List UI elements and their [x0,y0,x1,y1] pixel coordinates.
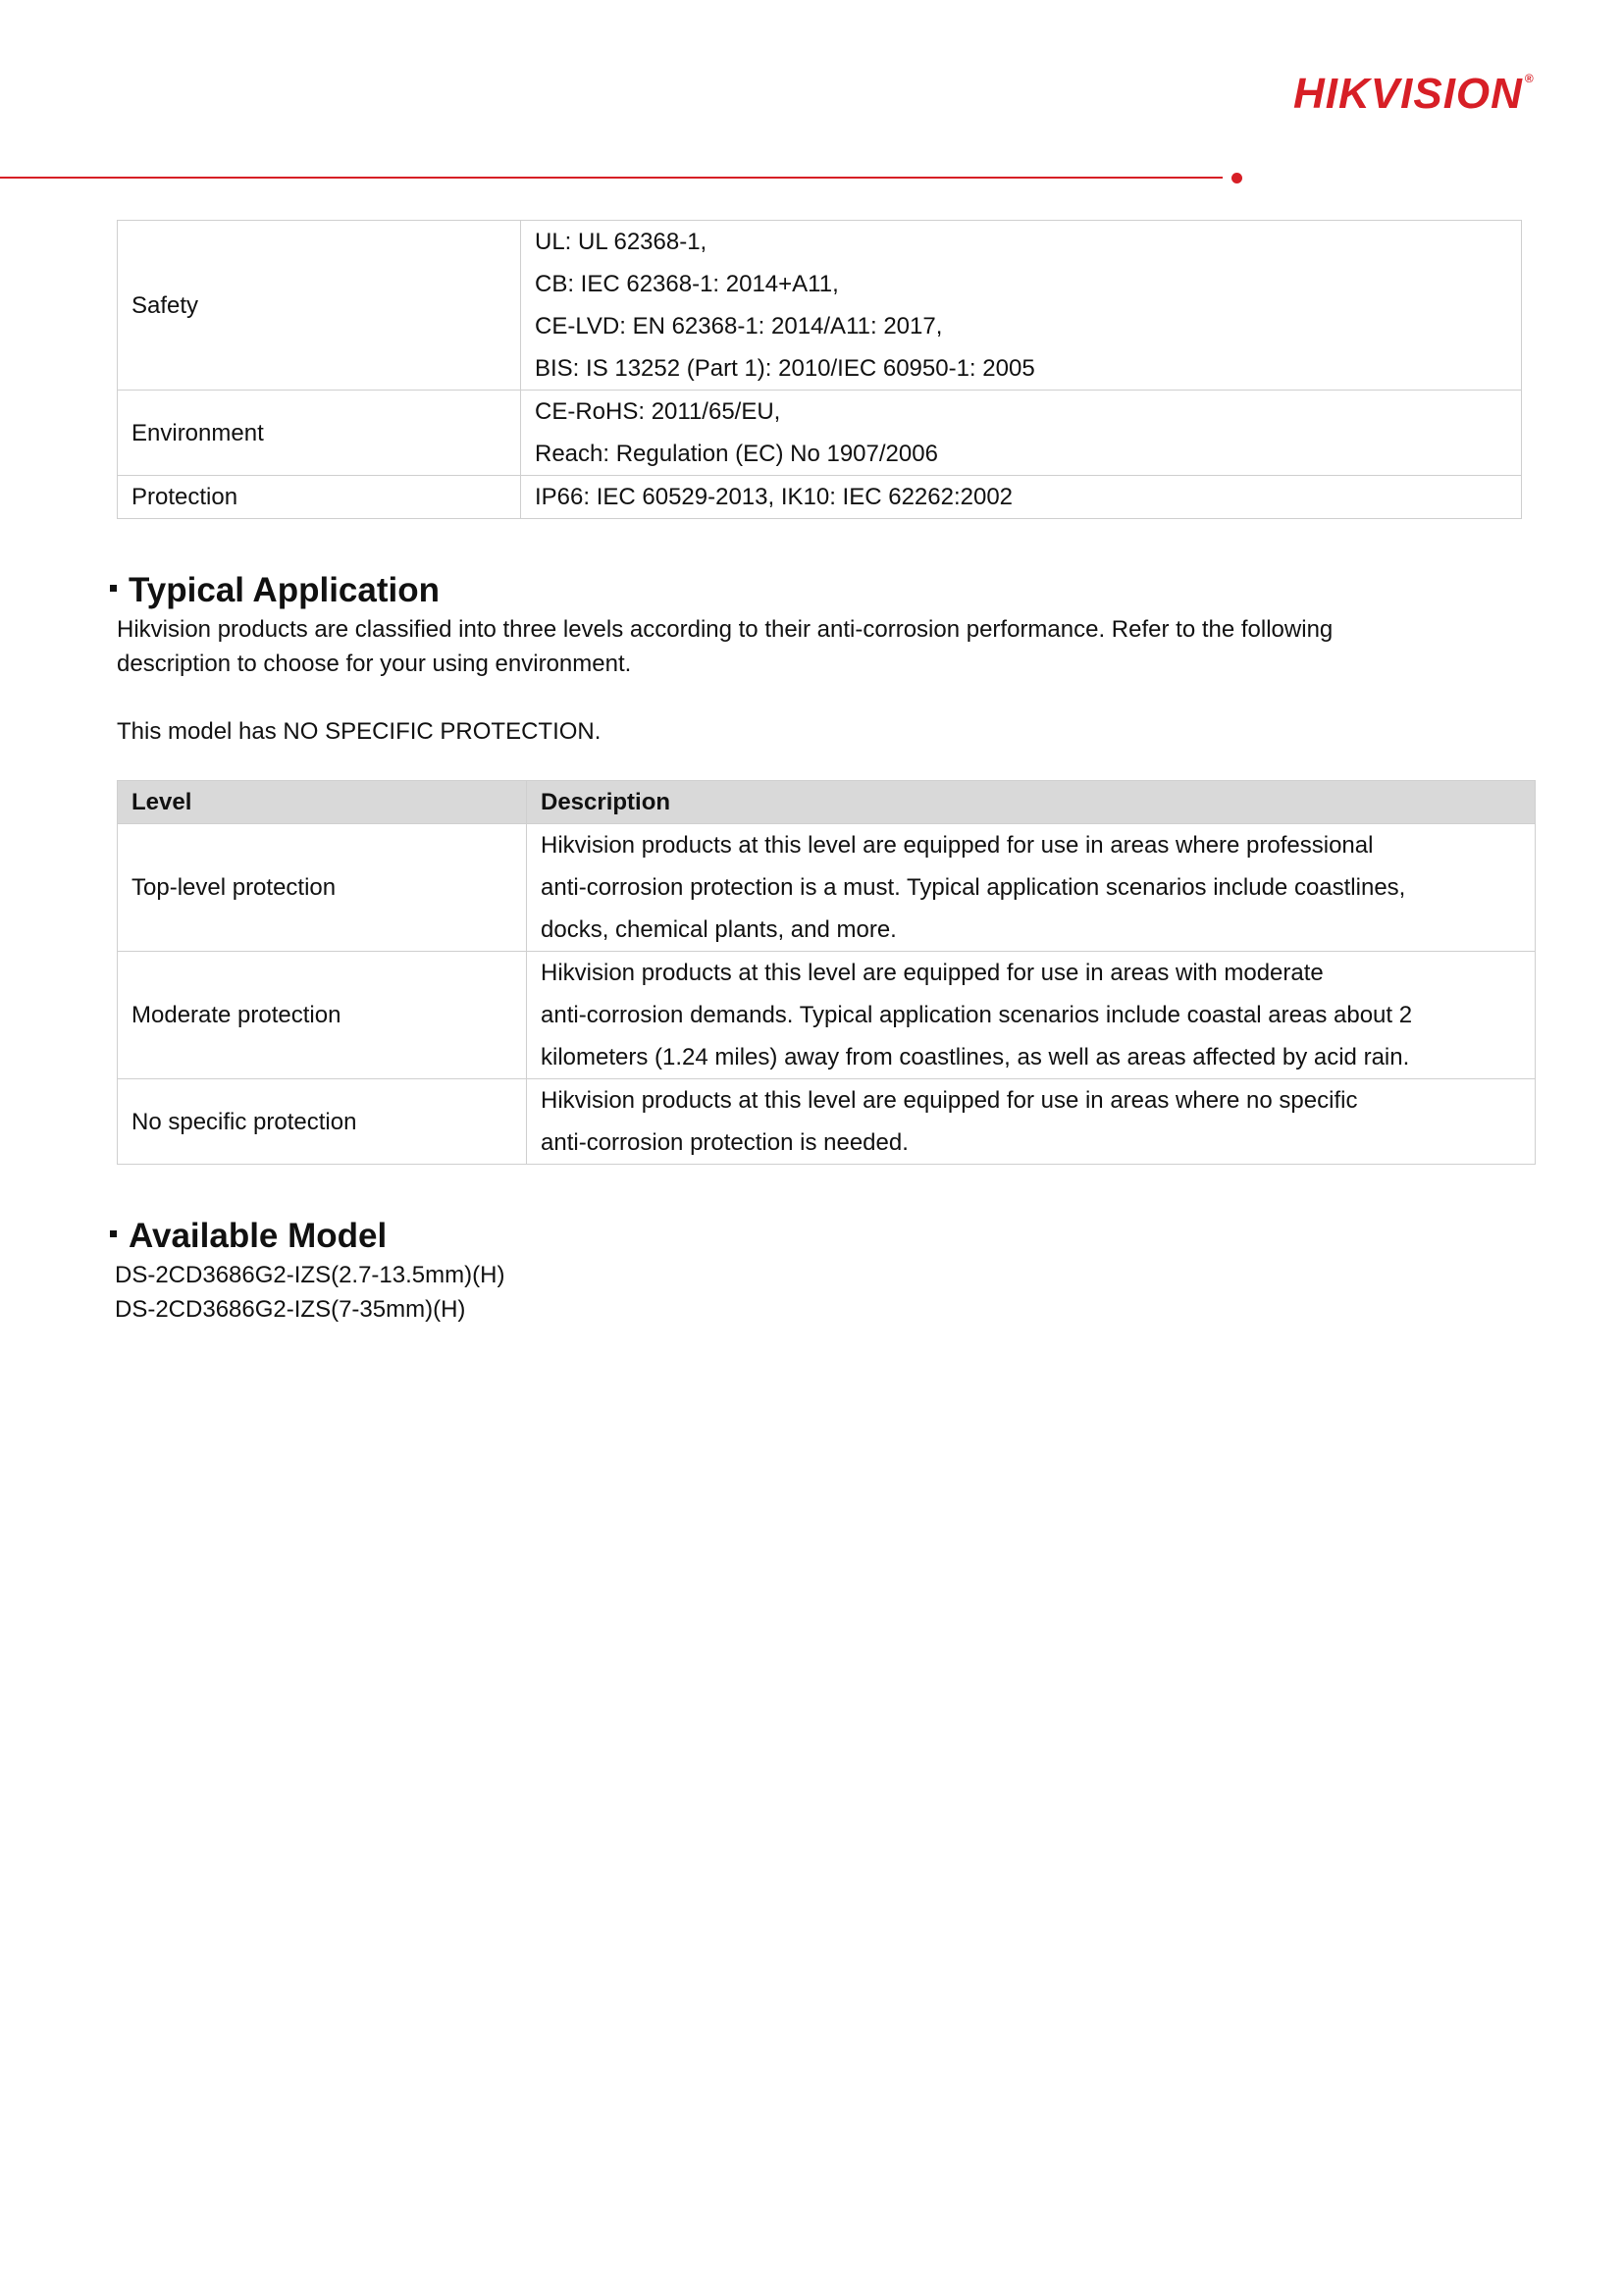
spec-value-line: UL: UL 62368-1, [535,229,707,255]
typical-application-intro [117,612,1510,681]
typical-application-heading [110,573,440,607]
column-header-level: Level [118,781,527,824]
logo-text: HIKVISION [1293,70,1523,118]
model-item: DS-2CD3686G2-IZS(2.7-13.5mm)(H) [115,1262,505,1288]
spec-value-line: IP66: IEC 60529-2013, IK10: IEC 62262:2002 [535,484,1014,510]
table-row [118,391,1522,476]
header-rule [0,177,1223,179]
spec-value [521,391,1522,476]
spec-value [521,476,1522,519]
available-model-heading [110,1219,387,1253]
spec-value [521,221,1522,391]
spec-value-line: CB: IEC 62368-1: 2014+A11, [535,271,839,297]
table-header-row [118,781,1536,824]
spec-value-line: CE-LVD: EN 62368-1: 2014/A11: 2017, [535,313,943,339]
intro-line: description to choose for your using environment. [117,651,632,677]
table-row [118,952,1536,1079]
spec-label: Protection [118,476,521,519]
spec-label: Safety [118,221,521,391]
description-line: anti-corrosion protection is needed. [541,1129,909,1156]
description-line: anti-corrosion demands. Typical application scenarios include coastal areas about 2 [541,1002,1413,1028]
bullet-square-icon [110,585,117,592]
intro-line: Hikvision products are classified into three levels according to their anti-corrosion performance. Refer to the following [117,616,1334,643]
description-line: Hikvision products at this level are equipped for use in areas where professional [541,832,1374,859]
description-line: docks, chemical plants, and more. [541,916,897,943]
table-row [118,221,1522,391]
protection-level-table [117,780,1536,1165]
table-row [118,824,1536,952]
spec-value-line: BIS: IS 13252 (Part 1): 2010/IEC 60950-1: 2005 [535,355,1035,382]
table-row [118,1079,1536,1165]
table-row [118,476,1522,519]
spec-label: Environment [118,391,521,476]
spec-value-line: CE-RoHS: 2011/65/EU, [535,398,781,425]
model-protection-note: This model has NO SPECIFIC PROTECTION. [117,718,602,745]
level-cell: No specific protection [118,1079,527,1165]
model-item: DS-2CD3686G2-IZS(7-35mm)(H) [115,1296,466,1323]
hikvision-logo [1293,70,1535,118]
description-line: kilometers (1.24 miles) away from coastlines, as well as areas affected by acid rain. [541,1044,1410,1070]
description-line: Hikvision products at this level are equipped for use in areas where no specific [541,1087,1358,1114]
spec-table [117,220,1522,519]
description-line: anti-corrosion protection is a must. Typical application scenarios include coastlines, [541,874,1406,901]
bullet-square-icon [110,1230,117,1237]
description-cell [527,824,1536,952]
level-cell: Moderate protection [118,952,527,1079]
available-model-title: Available Model [129,1217,388,1255]
description-cell [527,952,1536,1079]
description-cell [527,1079,1536,1165]
model-list [115,1258,504,1327]
registered-mark: ® [1524,72,1535,85]
column-header-description: Description [527,781,1536,824]
header-rule-dot [1231,173,1242,183]
level-cell: Top-level protection [118,824,527,952]
description-line: Hikvision products at this level are equipped for use in areas with moderate [541,960,1324,986]
spec-value-line: Reach: Regulation (EC) No 1907/2006 [535,441,938,467]
typical-application-title: Typical Application [129,571,440,609]
